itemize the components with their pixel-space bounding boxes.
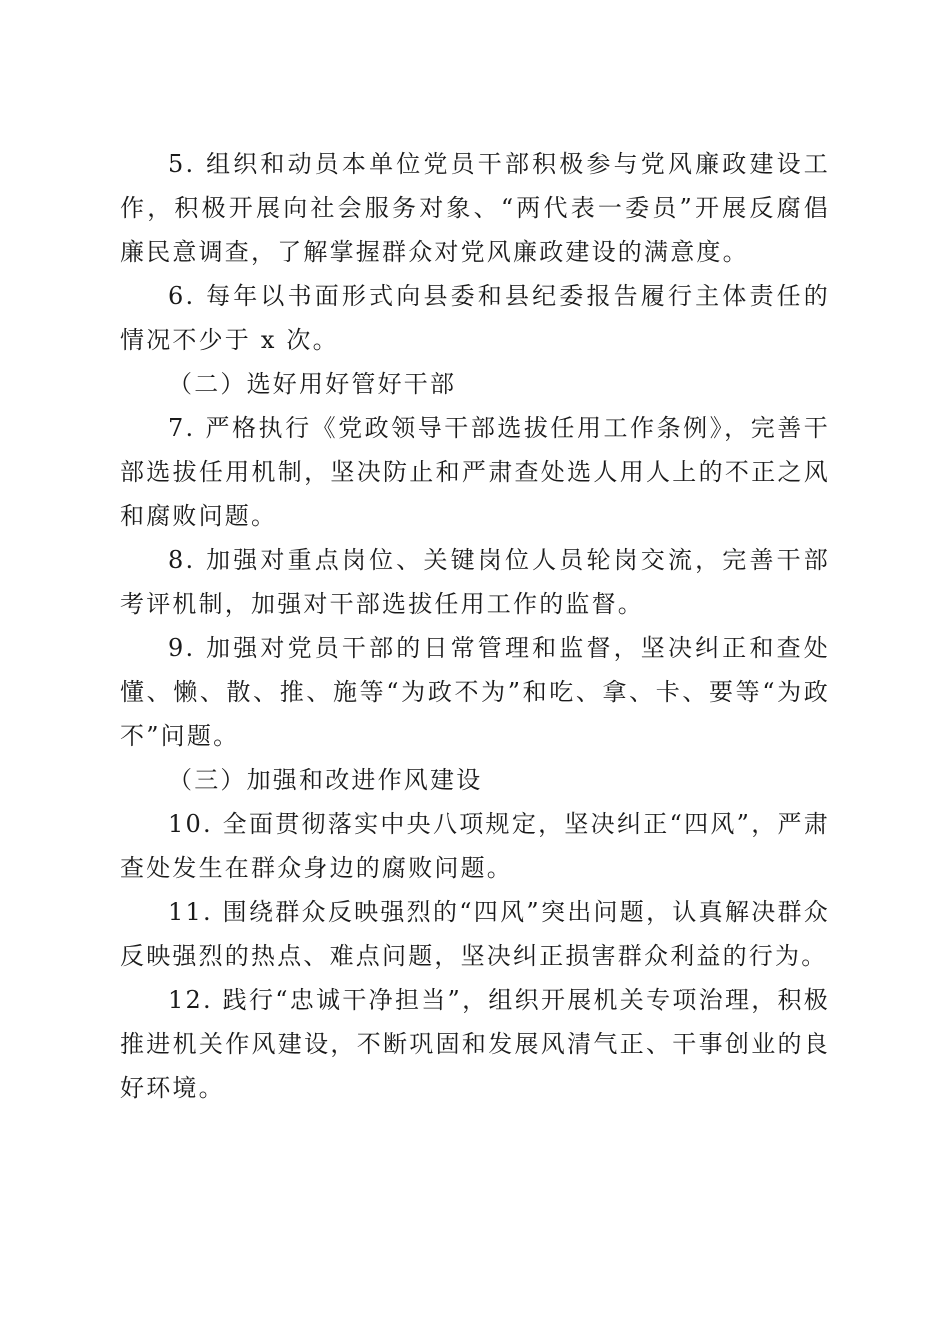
paragraph-item-7: 7. 严格执行《党政领导干部选拔任用工作条例》，完善干部选拔任用机制，坚决防止和严肃查处选人用人上的不正之风和腐败问题。	[120, 414, 830, 530]
document-body	[120, 142, 830, 1110]
paragraph-item-5: 5. 组织和动员本单位党员干部积极参与党风廉政建设工作，积极开展向社会服务对象、“两代表一委员”开展反腐倡廉民意调查，了解掌握群众对党风廉政建设的满意度。	[120, 150, 830, 266]
section-heading-3: （三）加强和改进作风建设	[168, 766, 483, 794]
paragraph-item-9: 9. 加强对党员干部的日常管理和监督，坚决纠正和查处懂、懒、散、推、施等“为政不为”和吃、拿、卡、要等“为政不”问题。	[120, 634, 830, 750]
paragraph-item-11: 11. 围绕群众反映强烈的“四风”突出问题，认真解决群众反映强烈的热点、难点问题，坚决纠正损害群众利益的行为。	[120, 898, 830, 970]
paragraph-item-12: 12. 践行“忠诚干净担当”，组织开展机关专项治理，积极推进机关作风建设，不断巩固和发展风清气正、干事创业的良好环境。	[120, 986, 830, 1102]
paragraph-item-10: 10. 全面贯彻落实中央八项规定，坚决纠正“四风”，严肃查处发生在群众身边的腐败问题。	[120, 810, 830, 882]
section-heading-2: （二）选好用好管好干部	[168, 370, 457, 398]
paragraph-item-6: 6. 每年以书面形式向县委和县纪委报告履行主体责任的情况不少于 x 次。	[120, 282, 830, 354]
paragraph-item-8: 8. 加强对重点岗位、关键岗位人员轮岗交流，完善干部考评机制，加强对干部选拔任用工作的监督。	[120, 546, 830, 618]
